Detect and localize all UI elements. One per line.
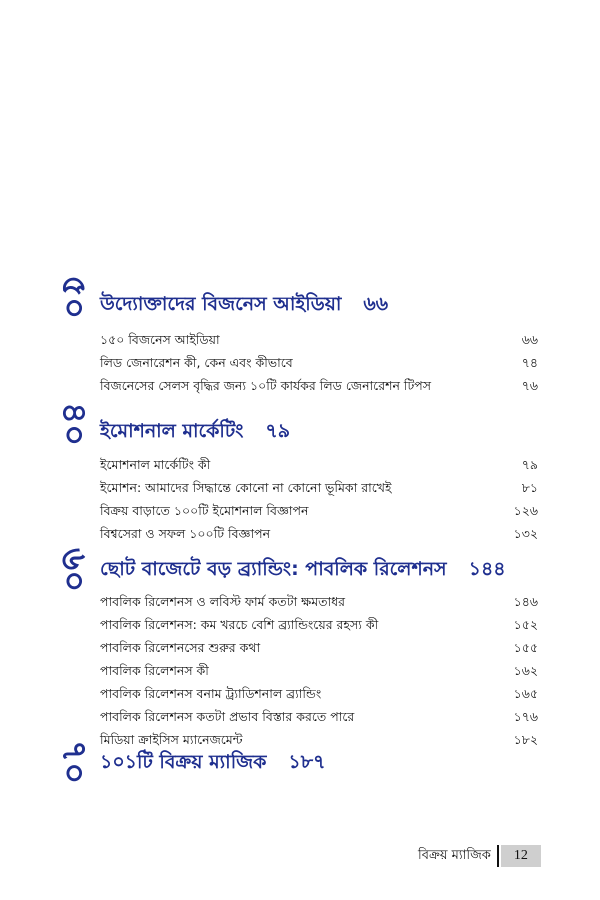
chapter-number: ৫০ [54,275,94,320]
toc-entry[interactable] [100,374,538,397]
chapter-number: ৭০ [54,740,94,785]
entry-page: ৮১ [521,480,538,495]
entry-list [100,453,538,545]
entry-page: ১৭৬ [513,709,538,724]
toc-entry[interactable] [100,328,538,351]
entry-page: ১৬৫ [513,686,538,701]
toc-entry[interactable] [100,705,538,728]
entry-page: ৭৬ [521,378,538,393]
entry-title: বিজনেসের সেলস বৃদ্ধির জন্য ১০টি কার্যকর লিড জেনারেশন টিপস [100,378,432,393]
chapter-number: ৬০ [54,548,94,593]
entry-list [100,328,538,397]
entry-page: ১৪৬ [513,594,538,609]
chapter-title[interactable] [100,748,325,780]
toc-entry[interactable] [100,476,538,499]
entry-title: ইমোশনাল মার্কেটিং কী [100,457,211,472]
toc-entry[interactable] [100,682,538,705]
chapter-page: ১৪৪ [468,558,506,580]
footer-page-number: 12 [501,845,541,867]
entry-title: ১৫০ বিজনেস আইডিয়া [100,332,220,347]
chapter-title-text: ইমোশনাল মার্কেটিং [100,420,244,442]
chapter-title-text: ছোট বাজেটে বড় ব্র্যান্ডিং: পাবলিক রিলেশনস [100,558,447,580]
entry-page: ৭৯ [521,457,538,472]
page-footer [418,845,541,867]
entry-title: পাবলিক রিলেশনস বনাম ট্র্যাডিশনাল ব্র্যান্ডিং [100,686,322,701]
entry-title: মিডিয়া ক্রাইসিস ম্যানেজমেন্ট [100,732,243,747]
entry-page: ১৮২ [513,732,538,747]
entry-list [100,590,538,751]
entry-title: লিড জেনারেশন কী, কেন এবং কীভাবে [100,355,293,370]
toc-entry[interactable] [100,613,538,636]
toc-entry[interactable] [100,522,538,545]
chapter-number: ৪০ [54,402,94,447]
toc-entry[interactable] [100,636,538,659]
entry-page: ১৬২ [513,663,538,678]
entry-title: পাবলিক রিলেশনস কী [100,663,209,678]
chapter-page: ৬৬ [363,293,389,315]
toc-entry[interactable] [100,659,538,682]
chapter-page: ১৮৭ [288,751,326,773]
entry-page: ১৩২ [513,526,538,541]
entry-title: বিক্রয় বাড়াতে ১০০টি ইমোশনাল বিজ্ঞাপন [100,503,309,518]
chapter-title[interactable] [100,555,506,587]
toc-entry[interactable] [100,590,538,613]
entry-page: ১৫২ [513,617,538,632]
entry-page: ১২৬ [513,503,538,518]
toc-entry[interactable] [100,351,538,374]
entry-page: ৬৬ [521,332,538,347]
toc-entry[interactable] [100,453,538,476]
entry-title: পাবলিক রিলেশনস ও লবিস্ট ফার্ম কতটা ক্ষমতাধর [100,594,346,609]
entry-title: ইমোশন: আমাদের সিদ্ধান্তে কোনো না কোনো ভূমিকা রাখেই [100,480,392,495]
chapter-title[interactable] [100,290,388,322]
footer-book-title: বিক্রয় ম্যাজিক [418,845,499,867]
entry-page: ৭৪ [521,355,538,370]
chapter-title-text: ১০১টি বিক্রয় ম্যাজিক [100,751,267,773]
entry-title: পাবলিক রিলেশনসের শুরুর কথা [100,640,261,655]
entry-title: পাবলিক রিলেশনস: কম খরচে বেশি ব্র্যান্ডিংয়ের রহস্য কী [100,617,379,632]
entry-title: পাবলিক রিলেশনস কতটা প্রভাব বিস্তার করতে পারে [100,709,355,724]
entry-title: বিশ্বসেরা ও সফল ১০০টি বিজ্ঞাপন [100,526,271,541]
chapter-page: ৭৯ [265,420,291,442]
chapter-title-text: উদ্যোক্তাদের বিজনেস আইডিয়া [100,293,342,315]
entry-page: ১৫৫ [513,640,538,655]
toc-entry[interactable] [100,499,538,522]
chapter-title[interactable] [100,417,290,449]
